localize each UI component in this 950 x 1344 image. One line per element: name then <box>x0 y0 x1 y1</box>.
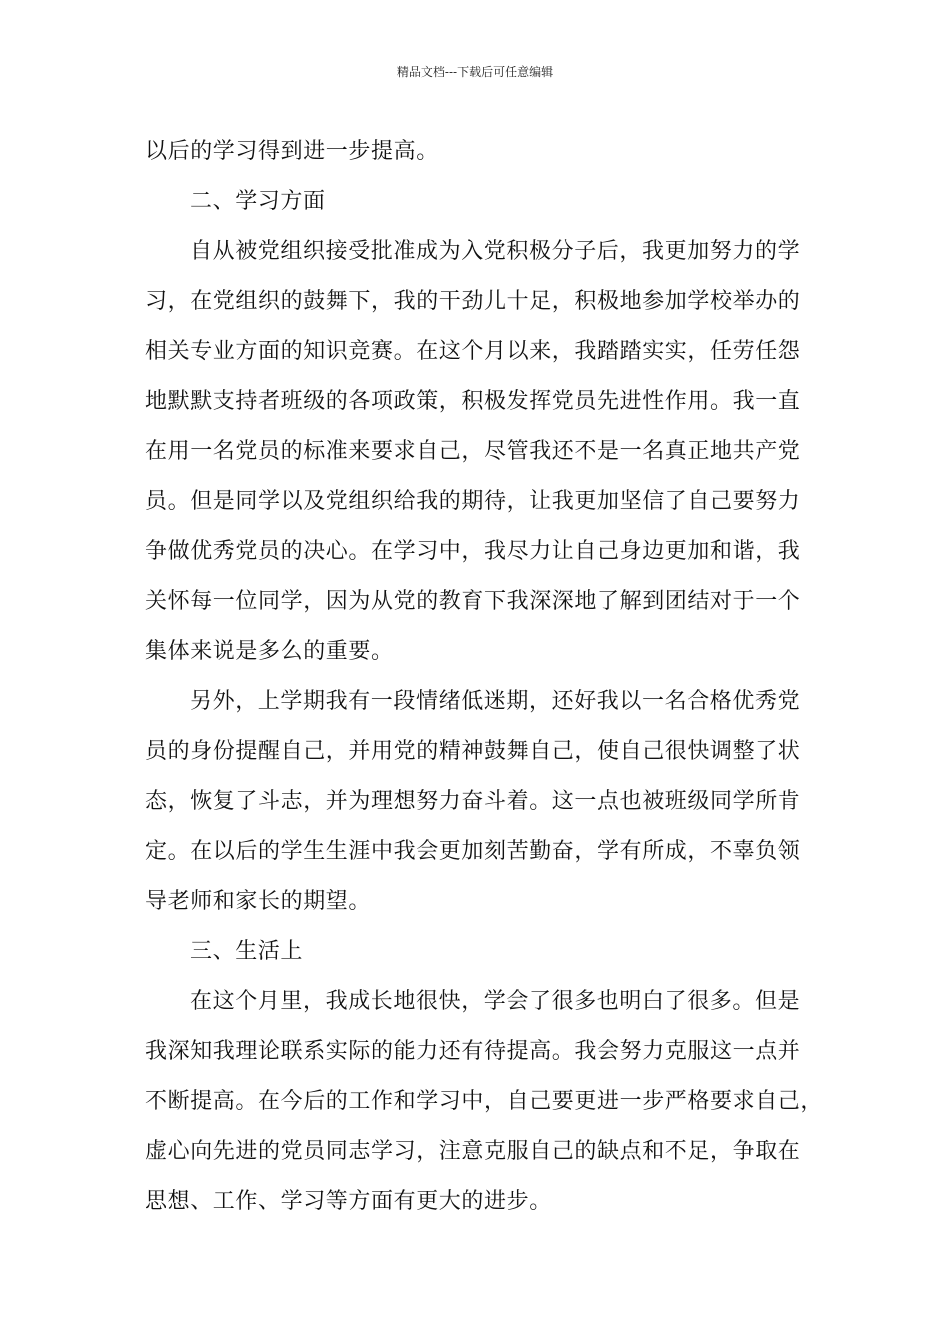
text-line: 员。但是同学以及党组织给我的期待，让我更加坚信了自己要努力 <box>145 489 801 514</box>
text-line: 不断提高。在今后的工作和学习中，自己要更进一步严格要求自己， <box>145 1089 824 1114</box>
section-heading: 三、生活上 <box>190 939 304 964</box>
text-line: 另外，上学期我有一段情绪低迷期，还好我以一名合格优秀党 <box>190 689 801 714</box>
text-line: 虚心向先进的党员同志学习，注意克服自己的缺点和不足，争取在 <box>145 1139 801 1164</box>
document-body <box>145 132 824 1232</box>
text-line: 争做优秀党员的决心。在学习中，我尽力让自己身边更加和谐，我 <box>145 539 801 564</box>
text-line: 在这个月里，我成长地很快，学会了很多也明白了很多。但是 <box>190 989 801 1014</box>
section-heading: 二、学习方面 <box>190 189 326 214</box>
text-line: 思想、工作、学习等方面有更大的进步。 <box>145 1189 552 1214</box>
text-line: 以后的学习得到进一步提高。 <box>145 139 439 164</box>
text-line: 习，在党组织的鼓舞下，我的干劲儿十足，积极地参加学校举办的 <box>145 289 801 314</box>
text-line: 定。在以后的学生生涯中我会更加刻苦勤奋，学有所成，不辜负领 <box>145 839 801 864</box>
page-header: 精品文档---下载后可任意编辑 <box>396 65 554 79</box>
text-line: 相关专业方面的知识竞赛。在这个月以来，我踏踏实实，任劳任怨 <box>145 339 801 364</box>
text-line: 员的身份提醒自己，并用党的精神鼓舞自己，使自己很快调整了状 <box>145 739 801 764</box>
text-line: 我深知我理论联系实际的能力还有待提高。我会努力克服这一点并 <box>145 1039 801 1064</box>
text-line: 导老师和家长的期望。 <box>145 889 372 914</box>
text-line: 态，恢复了斗志，并为理想努力奋斗着。这一点也被班级同学所肯 <box>145 789 801 814</box>
text-line: 关怀每一位同学，因为从党的教育下我深深地了解到团结对于一个 <box>145 589 801 614</box>
text-line: 在用一名党员的标准来要求自己，尽管我还不是一名真正地共产党 <box>145 439 801 464</box>
text-line: 自从被党组织接受批准成为入党积极分子后，我更加努力的学 <box>190 239 801 264</box>
text-line: 集体来说是多么的重要。 <box>145 639 394 664</box>
text-line: 地默默支持者班级的各项政策，积极发挥党员先进性作用。我一直 <box>145 389 801 414</box>
